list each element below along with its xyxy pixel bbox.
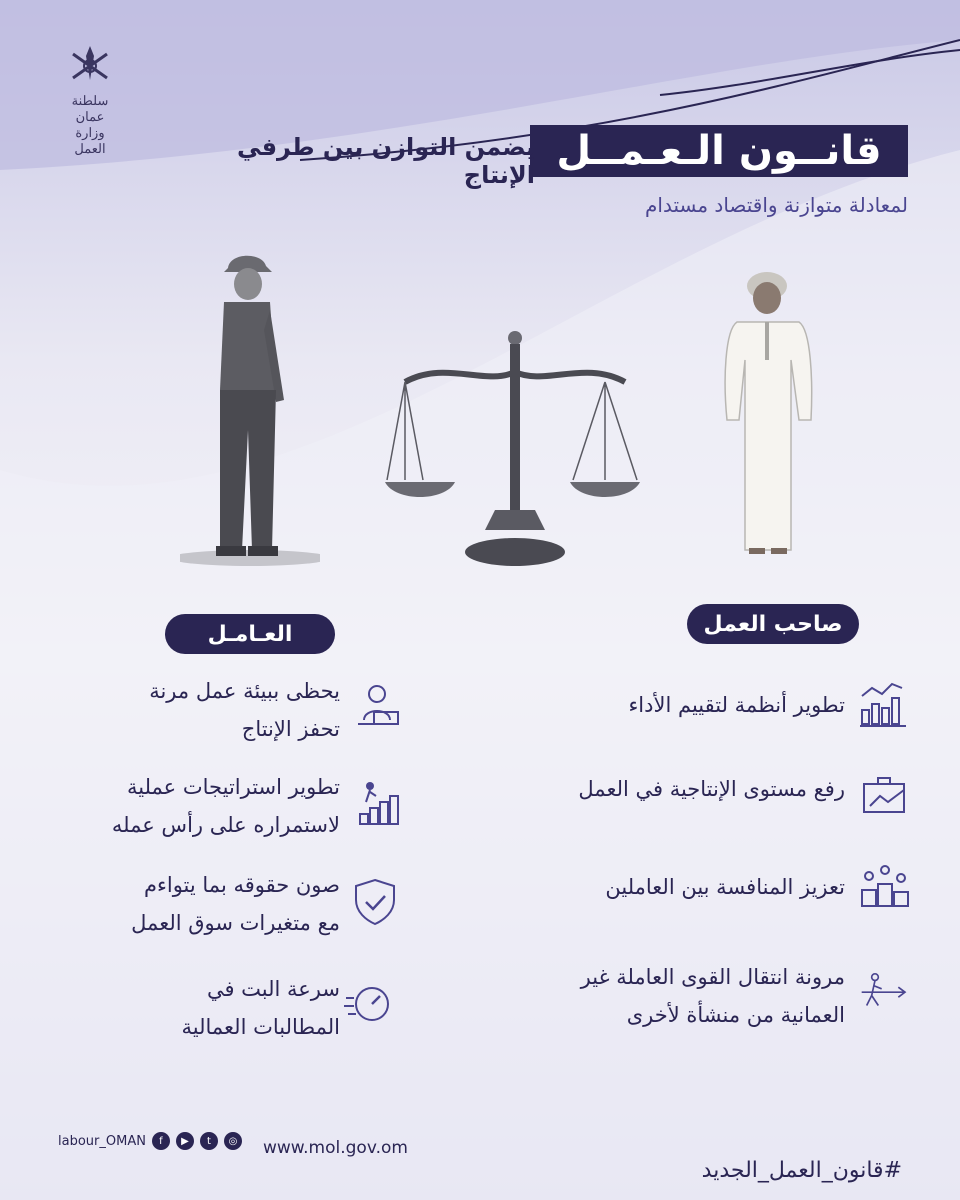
employer-illustration (715, 260, 835, 560)
employer-heading: صاحب العمل (687, 604, 859, 644)
page-tagline: لمعادلة متوازنة واقتصاد مستدام (645, 193, 908, 217)
page-title: قانــون الـعـمــل (556, 128, 882, 174)
worker-item-3-line-1: صون حقوقه بما يتواءم (143, 873, 340, 897)
employer-item-4 (445, 958, 845, 1034)
facebook-icon[interactable]: f (152, 1132, 170, 1150)
worker-item-4 (80, 970, 340, 1046)
growth-stairs-icon (352, 778, 402, 828)
hashtag: #قانون_العمل_الجديد (701, 1158, 902, 1183)
twitter-icon[interactable]: t (200, 1132, 218, 1150)
employer-item-3 (465, 868, 845, 906)
remote-worker-icon (352, 680, 402, 730)
podium-icon (860, 860, 910, 910)
worker-item-1-line-2: تحفز الإنتاج (241, 717, 340, 741)
social-handle: labour_OMAN (58, 1133, 146, 1149)
logo-line-1: سلطنة عمان (71, 94, 109, 125)
employer-item-3-line-1: تعزيز المنافسة بين العاملين (605, 875, 845, 899)
worker-heading: العـامـل (165, 614, 335, 654)
employer-item-1-line-1: تطوير أنظمة لتقييم الأداء (628, 693, 845, 717)
worker-item-4-line-2: المطالبات العمالية (181, 1015, 340, 1039)
youtube-icon[interactable]: ▶ (176, 1132, 194, 1150)
employer-item-2 (465, 770, 845, 808)
employer-item-4-line-1: مرونة انتقال القوى العاملة غير (580, 965, 845, 989)
worker-transfer-icon (860, 968, 910, 1018)
worker-item-1-line-1: يحظى ببيئة عمل مرنة (149, 679, 340, 703)
worker-item-2-line-1: تطوير استراتيجات عملية (126, 775, 340, 799)
balance-scale-illustration (385, 330, 645, 570)
worker-item-2-line-2: لاستمراره على رأس عمله (111, 813, 340, 837)
employer-item-4-line-2: العمانية من منشأة لأخرى (626, 1003, 845, 1027)
worker-item-1 (80, 672, 340, 748)
worker-item-4-line-1: سرعة البت في (206, 977, 340, 1001)
worker-illustration (180, 250, 320, 570)
logo-line-2: وزارة العمل (74, 126, 106, 157)
instagram-icon[interactable]: ◎ (224, 1132, 242, 1150)
performance-chart-icon (858, 680, 908, 730)
worker-item-3-line-2: مع متغيرات سوق العمل (131, 911, 340, 935)
website-link[interactable]: www.mol.gov.om (263, 1138, 408, 1158)
worker-item-3 (60, 866, 340, 942)
khanjar-emblem-icon (65, 40, 115, 90)
speed-gauge-icon (344, 978, 394, 1028)
employer-item-1 (505, 686, 845, 724)
social-handles (58, 1132, 242, 1150)
shield-check-icon (350, 876, 400, 926)
ministry-logo (60, 40, 120, 157)
page-subtitle: يضمن التوازن بين طرفي الإنتاج (237, 133, 535, 189)
title-box (530, 125, 908, 177)
briefcase-growth-icon (860, 770, 910, 820)
worker-item-2 (60, 768, 340, 844)
employer-item-2-line-1: رفع مستوى الإنتاجية في العمل (578, 777, 845, 801)
